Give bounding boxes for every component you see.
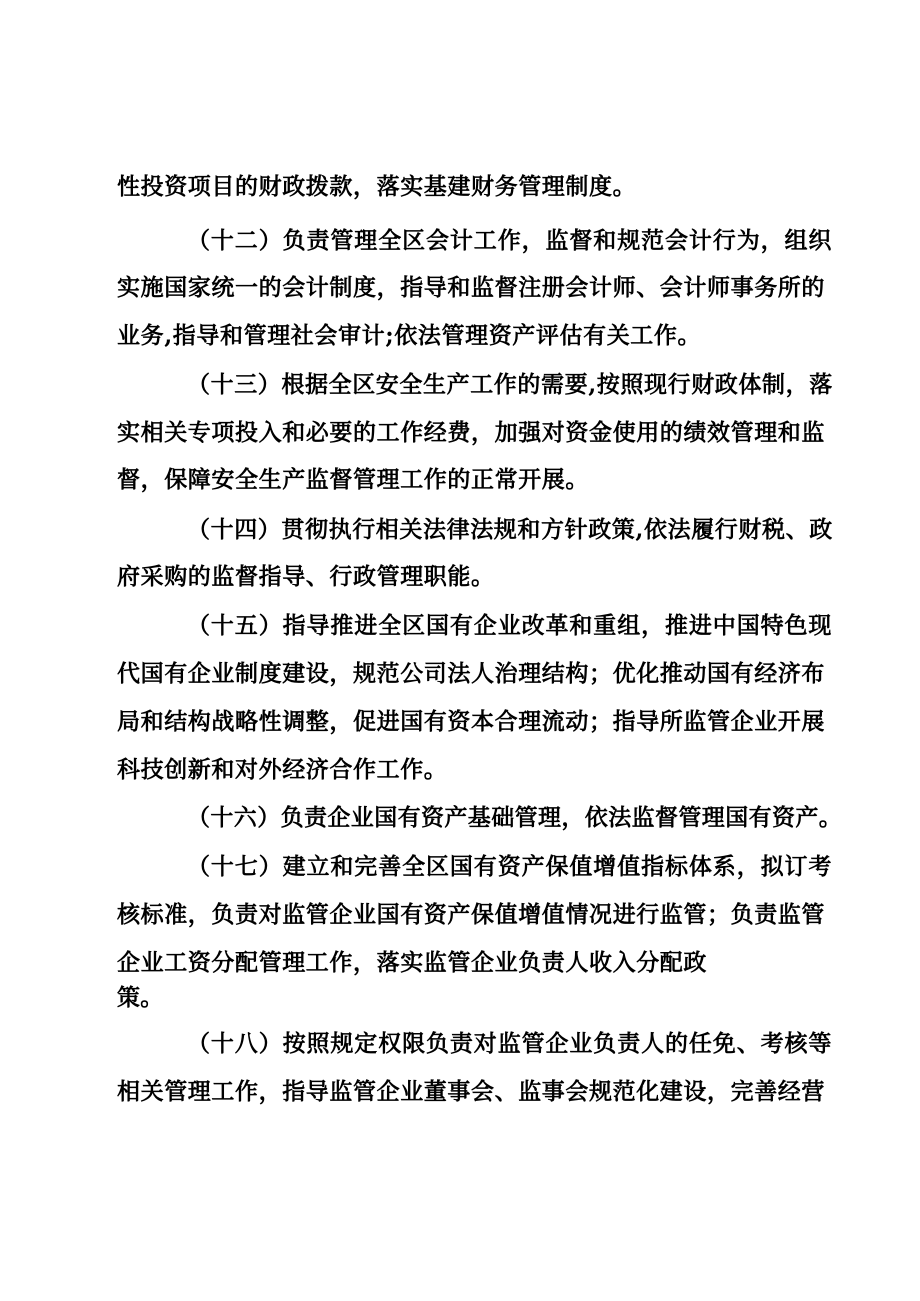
paragraph-line: （十二）负责管理全区会计工作，监督和规范会计行为，组织 [187,227,833,254]
paragraph-line: （十七）建立和完善全区国有资产保值增值指标体系，拟订考 [187,853,833,880]
paragraph-line: 实施国家统一的会计制度，指导和监督注册会计师、会计师事务所的 [117,274,825,301]
paragraph-line: 实相关专项投入和必要的工作经费，加强对资金使用的绩效管理和监 [117,419,825,446]
paragraph-line: 相关管理工作，指导监管企业董事会、监事会规范化建设，完善经营 [117,1078,825,1105]
paragraph-line: 代国有企业制度建设，规范公司法人治理结构；优化推动国有经济布 [117,660,825,687]
paragraph-line: 核标准，负责对监管企业国有资产保值增值情况进行监管；负责监管 [117,901,825,928]
paragraph-line: （十五）指导推进全区国有企业改革和重组，推进中国特色现 [187,612,833,639]
paragraph-line: 策。 [117,984,164,1011]
paragraph-line: 府采购的监督指导、行政管理职能。 [117,563,495,590]
paragraph-line: 性投资项目的财政拨款，落实基建财务管理制度。 [117,173,637,200]
paragraph-line: 督，保障安全生产监督管理工作的正常开展。 [117,466,589,493]
paragraph-line: 企业工资分配管理工作，落实监管企业负责人收入分配政 [117,949,707,976]
paragraph-line: 局和结构战略性调整，促进国有资本合理流动；指导所监管企业开展 [117,708,825,735]
paragraph-line: 业务,指导和管理社会审计;依法管理资产评估有关工作。 [117,322,702,349]
paragraph-line: （十六）负责企业国有资产基础管理，依法监督管理国有资产。 [187,804,843,831]
paragraph-line: （十四）贯彻执行相关法律法规和方针政策,依法履行财税、政 [187,516,833,543]
paragraph-line: （十三）根据全区安全生产工作的需要,按照现行财政体制，落 [187,371,833,398]
paragraph-line: 科技创新和对外经济合作工作。 [117,756,448,783]
paragraph-line: （十八）按照规定权限负责对监管企业负责人的任免、考核等 [187,1030,833,1057]
